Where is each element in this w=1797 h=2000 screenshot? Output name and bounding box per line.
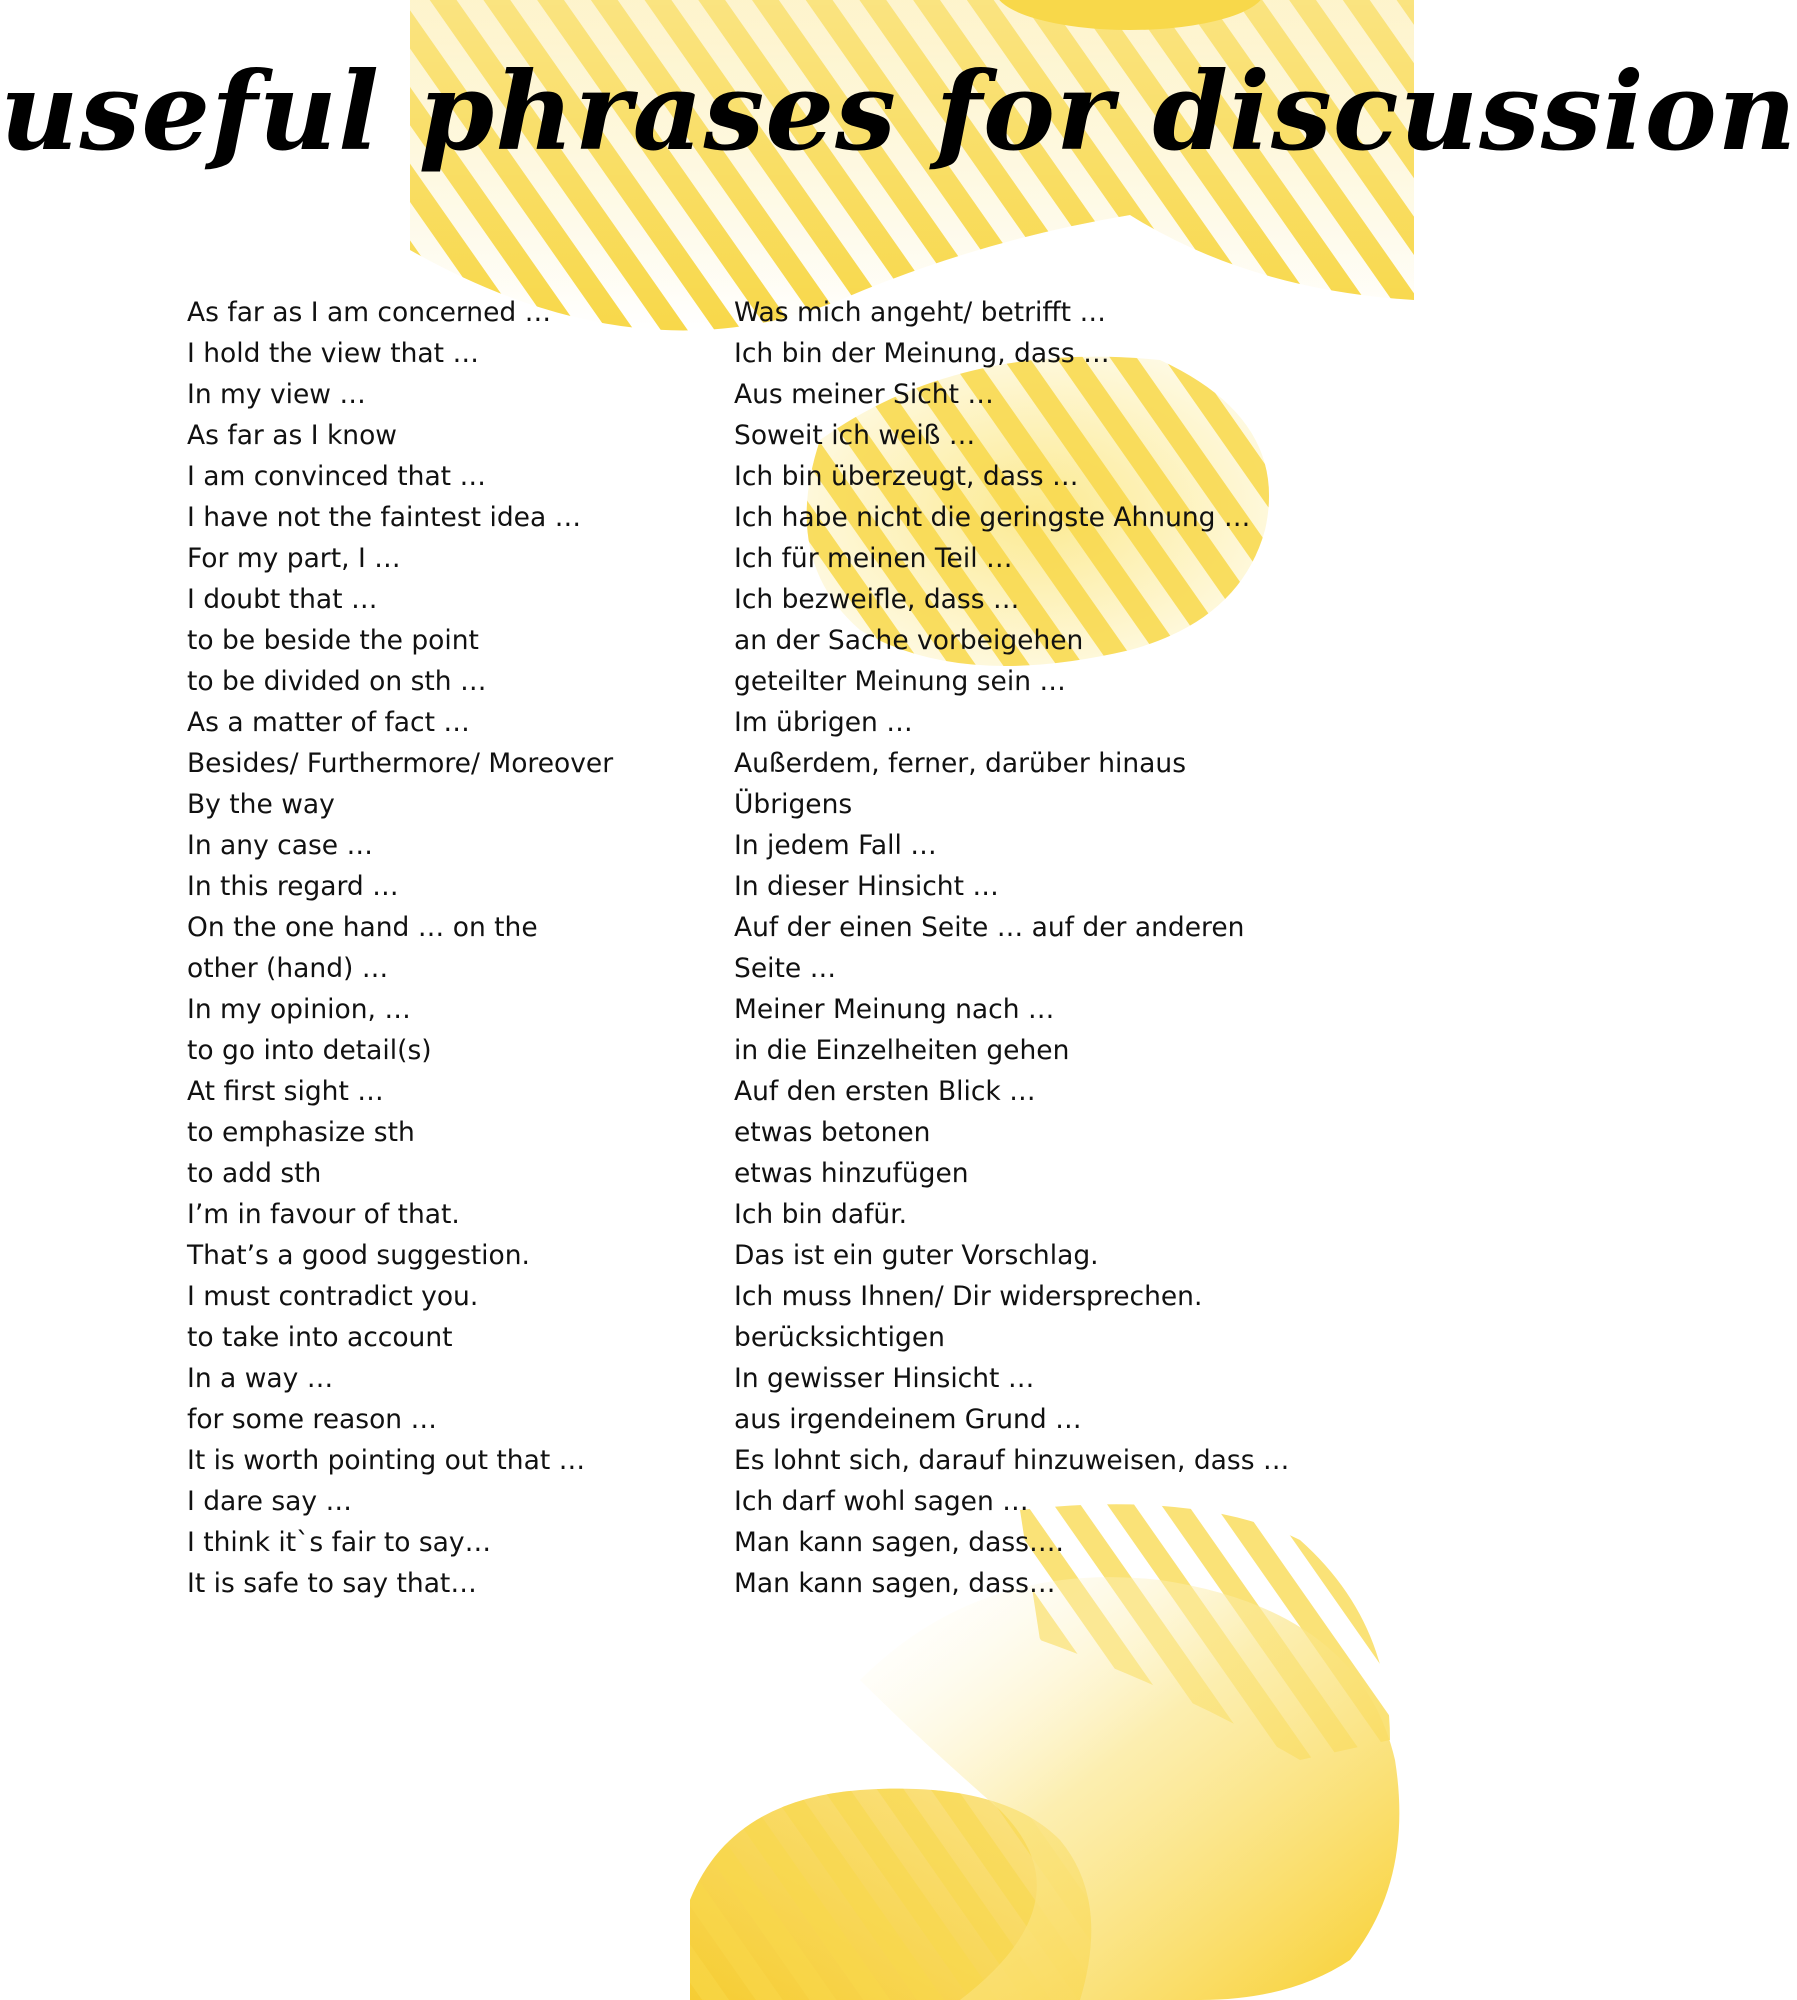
english-phrase: to go into detail(s) <box>187 1035 432 1066</box>
english-phrase: On the one hand … on the <box>187 912 538 943</box>
english-phrase: As a matter of fact … <box>187 707 470 738</box>
german-phrase: Ich darf wohl sagen … <box>734 1486 1029 1517</box>
german-phrase: Man kann sagen, dass…. <box>734 1527 1064 1558</box>
german-phrase: Soweit ich weiß … <box>734 420 976 451</box>
english-phrase: to take into account <box>187 1322 453 1353</box>
english-phrase: For my part, I … <box>187 543 401 574</box>
english-phrase: for some reason … <box>187 1404 438 1435</box>
german-phrase: Im übrigen … <box>734 707 913 738</box>
english-phrase: I dare say … <box>187 1486 352 1517</box>
german-phrase: Ich bin dafür. <box>734 1199 908 1230</box>
german-phrase: Auf der einen Seite … auf der anderen <box>734 912 1245 943</box>
german-phrase: Ich habe nicht die geringste Ahnung … <box>734 502 1251 533</box>
german-phrase: Auf den ersten Blick … <box>734 1076 1036 1107</box>
german-phrase: Ich für meinen Teil … <box>734 543 1013 574</box>
german-phrase-list <box>734 292 1334 1604</box>
german-phrase: In jedem Fall … <box>734 830 937 861</box>
german-phrase: Seite … <box>734 953 837 984</box>
german-phrase: etwas hinzufügen <box>734 1158 969 1189</box>
english-phrase: Besides/ Furthermore/ Moreover <box>187 748 614 779</box>
english-phrase: I am convinced that … <box>187 461 486 492</box>
german-phrase: Meiner Meinung nach … <box>734 994 1055 1025</box>
german-phrase: Was mich angeht/ betrifft … <box>734 297 1106 328</box>
german-phrase: berücksichtigen <box>734 1322 945 1353</box>
german-phrase: Außerdem, ferner, darüber hinaus <box>734 748 1187 779</box>
english-phrase: to emphasize sth <box>187 1117 415 1148</box>
english-phrase: In my opinion, … <box>187 994 411 1025</box>
english-phrase: As far as I know <box>187 420 397 451</box>
german-phrase: Aus meiner Sicht … <box>734 379 994 410</box>
english-phrase: In my view … <box>187 379 366 410</box>
english-phrase: I hold the view that … <box>187 338 479 369</box>
english-phrase: I’m in favour of that. <box>187 1199 460 1230</box>
german-phrase: In gewisser Hinsicht … <box>734 1363 1035 1394</box>
english-phrase: As far as I am concerned … <box>187 297 552 328</box>
english-phrase: In a way … <box>187 1363 334 1394</box>
german-phrase: Übrigens <box>734 789 853 820</box>
english-phrase: That’s a good suggestion. <box>187 1240 530 1271</box>
german-phrase: Man kann sagen, dass… <box>734 1568 1056 1599</box>
german-phrase: an der Sache vorbeigehen <box>734 625 1084 656</box>
german-phrase: Ich bezweifle, dass … <box>734 584 1020 615</box>
german-phrase: Das ist ein guter Vorschlag. <box>734 1240 1099 1271</box>
german-phrase: Ich muss Ihnen/ Dir widersprechen. <box>734 1281 1203 1312</box>
page-title: useful phrases for discussion <box>0 49 1797 175</box>
english-phrase: to be beside the point <box>187 625 479 656</box>
german-phrase: in die Einzelheiten gehen <box>734 1035 1070 1066</box>
german-phrase: aus irgendeinem Grund … <box>734 1404 1082 1435</box>
english-phrase: It is safe to say that… <box>187 1568 477 1599</box>
english-phrase: By the way <box>187 789 335 820</box>
german-phrase: In dieser Hinsicht … <box>734 871 999 902</box>
english-phrase: I must contradict you. <box>187 1281 479 1312</box>
english-phrase: I think it`s fair to say… <box>187 1527 492 1558</box>
german-phrase: Ich bin der Meinung, dass … <box>734 338 1110 369</box>
english-phrase: I doubt that … <box>187 584 378 615</box>
german-phrase: Es lohnt sich, darauf hinzuweisen, dass … <box>734 1445 1290 1476</box>
english-phrase-list <box>187 292 707 1604</box>
english-phrase: to be divided on sth … <box>187 666 487 697</box>
english-phrase: other (hand) … <box>187 953 389 984</box>
german-phrase: etwas betonen <box>734 1117 931 1148</box>
english-phrase: At first sight … <box>187 1076 384 1107</box>
english-phrase: I have not the faintest idea … <box>187 502 582 533</box>
english-phrase: to add sth <box>187 1158 322 1189</box>
english-phrase: It is worth pointing out that … <box>187 1445 586 1476</box>
english-phrase: In this regard … <box>187 871 399 902</box>
german-phrase: Ich bin überzeugt, dass … <box>734 461 1079 492</box>
german-phrase: geteilter Meinung sein … <box>734 666 1066 697</box>
english-phrase: In any case … <box>187 830 374 861</box>
